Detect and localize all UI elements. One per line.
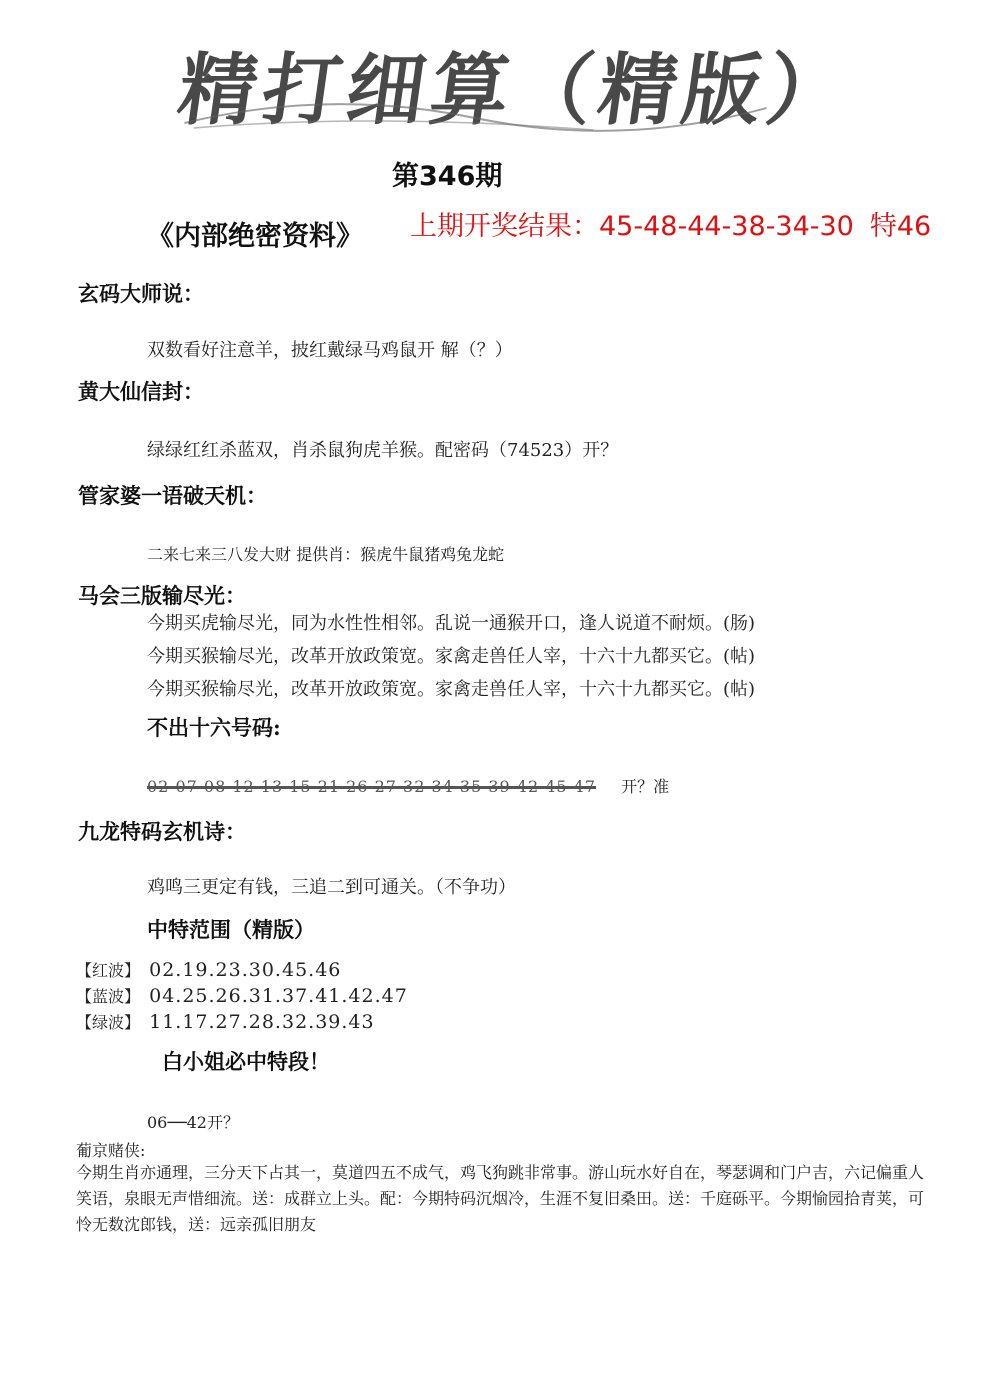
pujing-heading: 葡京赌侠:	[76, 1141, 146, 1160]
last-result	[410, 204, 947, 243]
wave-row	[76, 1010, 375, 1033]
mahui-heading: 马会三版输尽光：	[78, 583, 246, 608]
buchu-suffix: 开？准	[621, 777, 670, 796]
jiulong-heading: 九龙特码玄机诗：	[78, 819, 246, 844]
wave-row	[76, 984, 408, 1007]
wave-label: 【蓝波】	[76, 987, 141, 1006]
buchu-row	[147, 774, 669, 797]
wave-numbers: 11.17.27.28.32.39.43	[149, 1011, 375, 1033]
guanjiapo-heading: 管家婆一语破天机：	[78, 483, 267, 508]
zhongte-heading: 中特范围（精版）	[147, 917, 315, 942]
mahui-line: 今期买猴输尽光，改革开放政策宽。家禽走兽任人宰，十六十九都买它。(帖)	[147, 646, 756, 667]
guanjiapo-text: 二来七来三八发大财 提供肖：猴虎牛鼠猪鸡兔龙蛇	[147, 545, 505, 564]
last-result-label: 上期开奖结果：	[410, 211, 599, 242]
bai-text: 06──42开？	[147, 1113, 239, 1132]
title-text: 精打细算（精版）	[172, 45, 858, 136]
wave-label: 【绿波】	[76, 1013, 141, 1032]
handwritten-title	[172, 28, 858, 138]
wave-numbers: 02.19.23.30.45.46	[149, 959, 342, 981]
huangdaxian-heading: 黄大仙信封：	[78, 379, 204, 404]
huangdaxian-text: 绿绿红红杀蓝双，肖杀鼠狗虎羊猴。配密码（74523）开？	[147, 440, 619, 461]
bai-heading: 白小姐必中特段！	[162, 1049, 330, 1074]
xuanma-text: 双数看好注意羊，披红戴绿马鸡鼠开 解（？）	[147, 340, 513, 361]
last-result-special: 特46	[869, 211, 932, 242]
xuanma-heading: 玄码大师说：	[78, 281, 204, 306]
wave-label: 【红波】	[76, 961, 141, 980]
scribble-underline	[172, 28, 787, 138]
mahui-line: 今期买虎输尽光，同为水性性相邻。乱说一通猴开口，逢人说道不耐烦。(肠)	[147, 613, 756, 634]
last-result-numbers: 45-48-44-38-34-30	[599, 211, 854, 242]
pujing-text: 今期生肖亦通理，三分天下占其一，莫道四五不成气，鸡飞狗跳非常事。游山玩水好自在，琴瑟调和门户吉，六记偏重人笑语，泉眼无声惜细流。送：成群立上头。配：今期特码沉烟冷，生涯不复旧桑田。送：千庭砾平。今期愉园拾青荚，可怜无数沈郎钱，送：远亲孤旧朋友	[76, 1163, 925, 1234]
jiulong-text: 鸡鸣三更定有钱，三追二到可通关。（不争功）	[147, 877, 516, 898]
issue-number: 第346期	[392, 161, 503, 192]
internal-title: 《内部绝密资料》	[147, 221, 363, 252]
buchu-numbers: 02 07 08 12 13 15 21 26 27 32 34 35 39 42 45 47	[147, 777, 597, 796]
mahui-line: 今期买猴输尽光，改革开放政策宽。家禽走兽任人宰，十六十九都买它。(帖)	[147, 679, 756, 700]
wave-numbers: 04.25.26.31.37.41.42.47	[149, 985, 408, 1007]
wave-row	[76, 958, 341, 981]
buchu-heading: 不出十六号码:	[147, 715, 281, 740]
